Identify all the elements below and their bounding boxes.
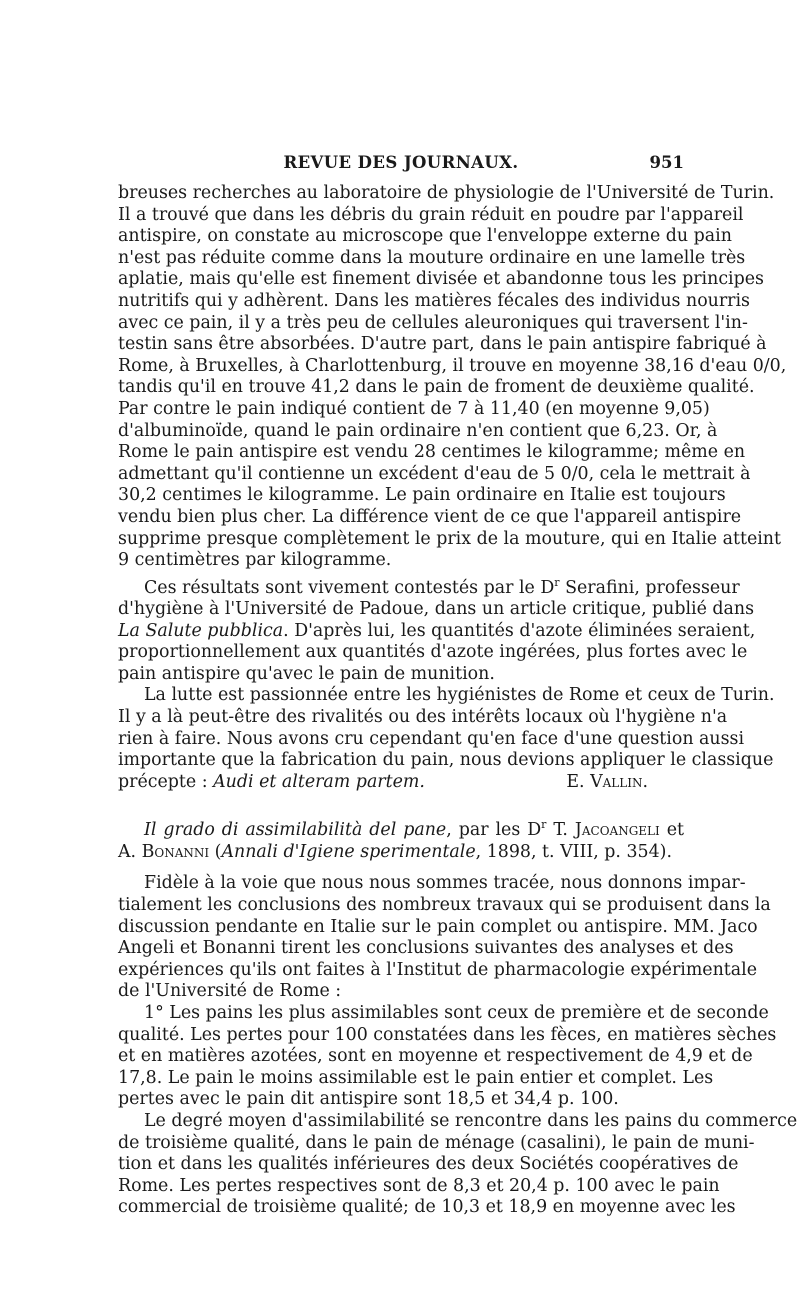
- text-line: de l'Université de Rome :: [118, 981, 342, 1002]
- text-line: de troisième qualité, dans le pain de ménage (casalini), le pain de muni-: [118, 1132, 755, 1153]
- text-line: tialement les conclusions des nombreux travaux qui se produisent dans la: [118, 895, 771, 915]
- text-line: 1° Les pains les plus assimilables sont ceux de première et de seconde: [144, 1002, 769, 1023]
- text-run: , 1898, t. VIII, p. 354).: [475, 841, 672, 862]
- text-run: Serafini, professeur: [559, 577, 740, 598]
- text-run: (: [209, 841, 222, 862]
- text-line: Par contre le pain indiqué contient de 7 à 11,40 (en moyenne 9,05): [118, 398, 710, 419]
- text-line: n'est pas réduite comme dans la mouture ordinaire en une lamelle très: [118, 247, 746, 268]
- signature-line: [118, 772, 684, 794]
- text-line: Le degré moyen d'assimilabilité se rencontre dans les pains du commerce: [144, 1110, 798, 1131]
- text-line: pertes avec le pain dit antispire sont 18,5 et 34,4 p. 100.: [118, 1089, 619, 1110]
- text-run: précepte :: [118, 771, 214, 792]
- latin-quote: Audi et alteram partem.: [213, 771, 425, 792]
- text-line: Il a trouvé que dans les débris du grain réduit en poudre par l'appareil: [118, 204, 744, 225]
- text-line: supprime presque complètement le prix de la mouture, qui en Italie atteint: [118, 528, 782, 549]
- article-heading: [118, 814, 684, 863]
- paragraph-turin-research: [118, 183, 787, 572]
- text-line: [118, 620, 756, 643]
- text-run: . D'après lui, les quantités d'azote éliminées seraient,: [283, 620, 756, 641]
- text-run: et: [659, 820, 684, 841]
- text-line: importante que la fabrication du pain, nous devions appliquer le classique: [118, 750, 774, 771]
- text-line: commercial de troisième qualité; de 10,3 et 18,9 en moyenne avec les: [118, 1197, 736, 1218]
- text-line: 9 centimètres par kilogramme.: [118, 550, 392, 571]
- text-line: proportionnellement aux quantités d'azote ingérées, plus fortes avec le: [118, 642, 748, 663]
- page-number: 951: [649, 153, 684, 172]
- superscript: r: [554, 575, 560, 589]
- article-title: Il grado di assimilabilità del pane: [144, 820, 447, 841]
- text-line: 17,8. Le pain le moins assimilable est le pain entier et complet. Les: [118, 1067, 714, 1088]
- text-line: discussion pendante en Italie sur le pain complet ou antispire. MM. Jaco: [118, 916, 758, 937]
- text-line: [118, 772, 425, 794]
- text-line: qualité. Les pertes pour 100 constatées dans les fèces, en matières sèches: [118, 1024, 777, 1045]
- text-run: , par les D: [446, 820, 542, 841]
- text-line: Fidèle à la voie que nous nous sommes tracée, nous donnons impar-: [144, 873, 746, 894]
- text-line: Rome le pain antispire est vendu 28 centimes le kilogramme; même en: [118, 442, 746, 463]
- paragraph-rivalry: [118, 685, 775, 793]
- author-name: T. Jacoangeli: [546, 820, 660, 841]
- text-line: La lutte est passionnée entre les hygiénistes de Rome et ceux de Turin.: [144, 685, 775, 706]
- text-line: avec ce pain, il y a très peu de cellules aleuroniques qui traversent l'in-: [118, 312, 748, 333]
- text-line: et en matières azotées, sont en moyenne et respectivement de 4,9 et de: [118, 1046, 753, 1067]
- section-gap: [118, 793, 684, 814]
- spacer: [118, 863, 684, 873]
- text-line: aplatie, mais qu'elle est finement divisée et abandonne tous les principes: [118, 269, 764, 290]
- text-line: [118, 814, 684, 841]
- text-line: tandis qu'il en trouve 41,2 dans le pain de froment de deuxième qualité.: [118, 377, 755, 398]
- text-line: 30,2 centimes le kilogramme. Le pain ordinaire en Italie est toujours: [118, 485, 726, 506]
- journal-title: La Salute pubblica: [118, 620, 284, 641]
- text-line: Il y a là peut-être des rivalités ou des intérêts locaux où l'hygiène n'a: [118, 707, 728, 728]
- text-line: rien à faire. Nous avons cru cependant qu'en face d'une question aussi: [118, 728, 745, 749]
- text-line: admettant qu'il contienne un excédent d'eau de 5 0/0, cela le mettrait à: [118, 463, 751, 484]
- text-line: testin sans être absorbées. D'autre part, dans le pain antispire fabriqué à: [118, 334, 767, 355]
- text-line: vendu bien plus cher. La différence vient de ce que l'appareil antispire: [118, 506, 742, 527]
- text-line: Rome, à Bruxelles, à Charlottenburg, il trouve en moyenne 38,16 d'eau 0/0,: [118, 355, 787, 376]
- text-line: Angeli et Bonanni tirent les conclusions suivantes des analyses et des: [118, 938, 734, 959]
- text-line: breuses recherches au laboratoire de physiologie de l'Université de Turin.: [118, 183, 775, 203]
- page-body: [118, 183, 798, 1219]
- text-run: Ces résultats sont vivement contestés par le D: [144, 577, 555, 598]
- text-line: d'hygiène à l'Université de Padoue, dans un article critique, publié dans: [118, 599, 755, 620]
- running-head: [118, 153, 684, 179]
- paragraph-average-assimilability: [118, 1110, 798, 1219]
- text-line: antispire, on constate au microscope que l'enveloppe externe du pain: [118, 226, 732, 247]
- text-line: pain antispire qu'avec le pain de munition.: [118, 663, 495, 684]
- journal-title: Annali d'Igiene sperimentale: [221, 841, 476, 862]
- paragraph-serafini: [118, 572, 756, 686]
- author-signature: E. Vallin.: [566, 771, 648, 792]
- text-line: [118, 842, 684, 864]
- paragraph-intro: [118, 873, 771, 1003]
- text-line: nutritifs qui y adhèrent. Dans les matières fécales des individus nourris: [118, 290, 750, 311]
- text-line: d'albuminoïde, quand le pain ordinaire n'en contient que 6,23. Or, à: [118, 420, 718, 441]
- author-name: A. Bonanni: [118, 841, 210, 862]
- text-line: expériences qu'ils ont faites à l'Institut de pharmacologie expérimentale: [118, 959, 758, 980]
- text-line: tion et dans les qualités inférieures des deux Sociétés coopératives de: [118, 1154, 739, 1175]
- superscript: r: [541, 818, 547, 832]
- text-line: [118, 572, 740, 599]
- text-line: Rome. Les pertes respectives sont de 8,3 et 20,4 p. 100 avec le pain: [118, 1175, 720, 1196]
- running-title: REVUE DES JOURNAUX.: [283, 153, 519, 172]
- paragraph-point-1: [118, 1002, 777, 1111]
